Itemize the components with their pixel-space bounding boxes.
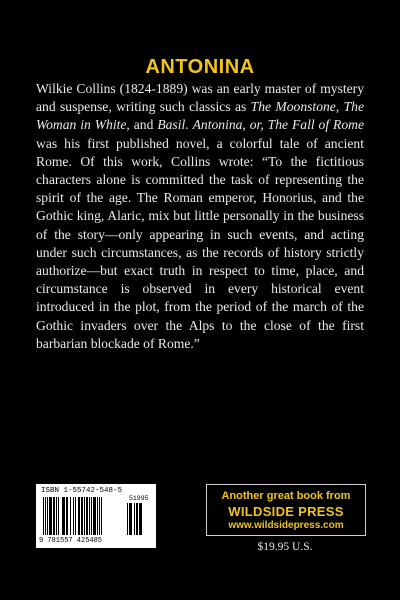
isbn-number: ISBN 1-55742-548-5 [41, 487, 123, 495]
barcode-bars [43, 497, 123, 535]
book-title-woman-in-white: The Woman in White [36, 99, 365, 133]
promo-tagline: Another great book from [221, 490, 351, 502]
isbn-barcode [36, 484, 156, 548]
book-title: ANTONINA [145, 56, 255, 78]
publisher-promo-box [206, 484, 366, 536]
blurb-text-3: , and [126, 117, 158, 133]
book-title-basil: Basil [157, 117, 186, 133]
blurb-text-2: , [335, 99, 344, 115]
book-title-antonina: Antonina, or, The Fall of Rome [192, 117, 365, 133]
book-description [36, 80, 364, 353]
book-price: $19.95 U.S. [257, 541, 313, 553]
book-title-moonstone: The Moonstone [250, 99, 336, 115]
publisher-website: www.wildsidepress.com [228, 520, 344, 531]
publisher-name: WILDSIDE PRESS [228, 504, 344, 519]
blurb-text-1: Wilkie Collins (1824-1889) was an early master of mystery and suspense, writing such classics as [36, 81, 364, 115]
barcode-addon-bar [142, 503, 143, 535]
barcode-bar [101, 497, 102, 535]
price-code: 51995 [129, 495, 149, 502]
barcode-addon-bars [127, 503, 151, 535]
blurb-text-4: . [185, 117, 193, 133]
blurb-text-5: was his first published novel, a colorful tale of ancient Rome. Of this work, Collins wrote: “To the fictitious characters alone is committed the task of representing the spirit of the age. The Roman emperor, Honorius, and the Gothic king, Alaric, mix but little personally in the business of the story—only appearing in such events, and acting under such circumstances, as the records of history strictly authorize—but exact truth in respect to time, place, and circumstance is observed in every historical event introduced in the plot, from the period of the march of the Gothic invaders over the Alps to the close of the first barbarian blockade of Rome.” [36, 135, 364, 351]
ean-number: 9 781557 425485 [39, 537, 103, 545]
